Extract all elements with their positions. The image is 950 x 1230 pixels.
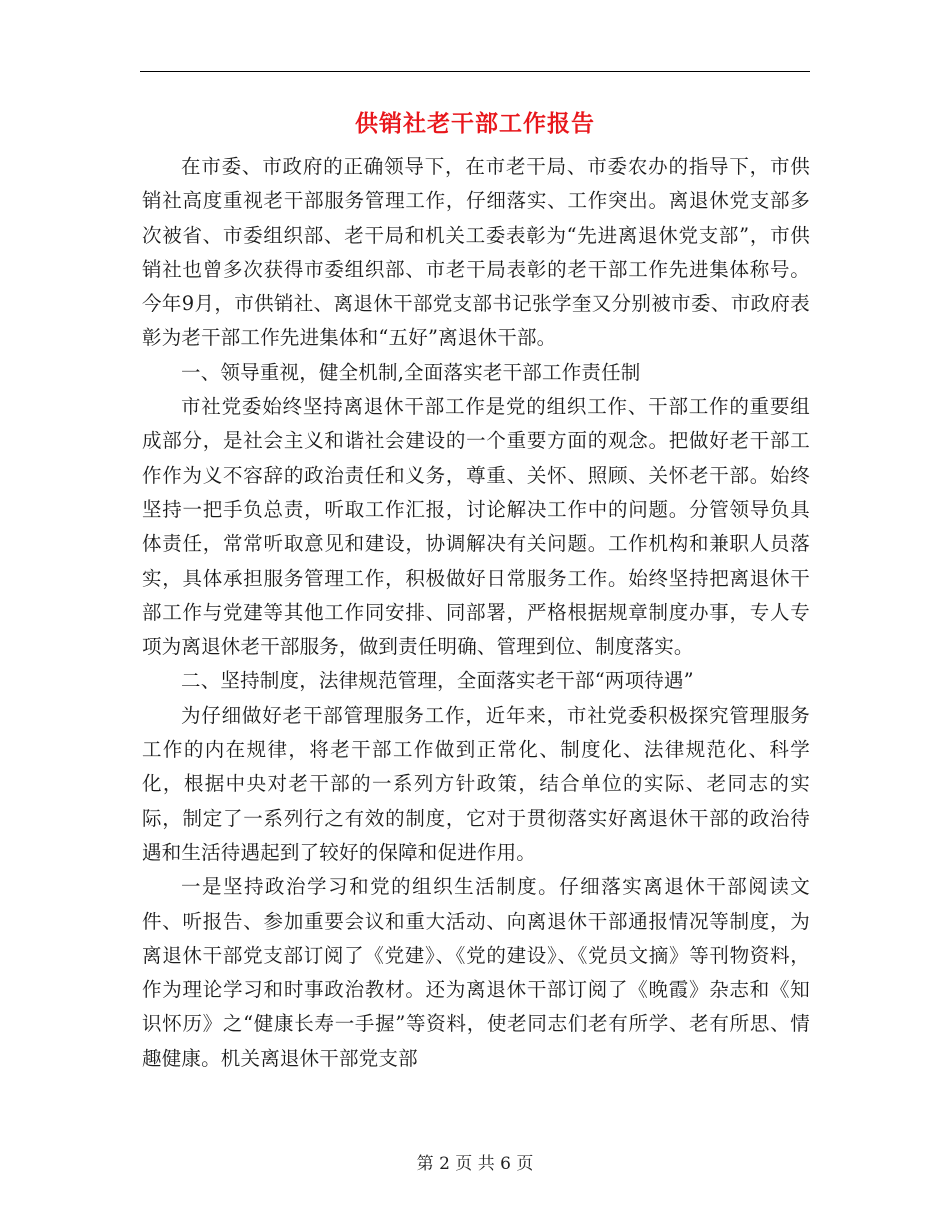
paragraph-section-2: 为仔细做好老干部管理服务工作，近年来，市社党委积极探究管理服务工作的内在规律，将老干部工作做到正常化、制度化、法律规范化、科学化，根据中央对老干部的一系列方针政策，结合单位的实际、老同志的实际，制定了一系列行之有效的制度，它对于贯彻落实好离退休干部的政治待遇和生活待遇起到了较好的保障和促进作用。 bbox=[142, 703, 810, 864]
document-title: 供销社老干部工作报告 bbox=[355, 110, 595, 137]
section-heading-2: 二、坚持制度，法律规范管理，全面落实老干部“两项待遇” bbox=[181, 669, 694, 693]
page-number-footer: 第 2 页 共 6 页 bbox=[416, 1154, 534, 1174]
paragraph-item-1: 一是坚持政治学习和党的组织生活制度。仔细落实离退休干部阅读文件、听报告、参加重要会议和重大活动、向离退休干部通报情况等制度，为离退休干部党支部订阅了《党建》、《党的建设》、《党员文摘》等刊物资料，作为理论学习和时事政治教材。还为离退休干部订阅了《晚霞》杂志和《知识怀历》之“健康长寿一手握”等资料，使老同志们老有所学、老有所思、情趣健康。机关离退休干部党支部 bbox=[142, 875, 810, 1070]
paragraph-section-1: 市社党委始终坚持离退休干部工作是党的组织工作、干部工作的重要组成部分，是社会主义和谐社会建设的一个重要方面的观念。把做好老干部工作作为义不容辞的政治责任和义务，尊重、关怀、照顾、关怀老干部。始终坚持一把手负总责，听取工作汇报，讨论解决工作中的问题。分管领导负具体责任，常常听取意见和建设，协调解决有关问题。工作机构和兼职人员落实，具体承担服务管理工作，积极做好日常服务工作。始终坚持把离退休干部工作与党建等其他工作同安排、同部署，严格根据规章制度办事，专人专项为离退休老干部服务，做到责任明确、管理到位、制度落实。 bbox=[142, 395, 810, 659]
document-body bbox=[142, 150, 810, 1076]
paragraph-intro: 在市委、市政府的正确领导下，在市老干局、市委农办的指导下，市供销社高度重视老干部服务管理工作，仔细落实、工作突出。离退休党支部多次被省、市委组织部、老干局和机关工委表彰为“先进离退休党支部”，市供销社也曾多次获得市委组织部、市老干局表彰的老干部工作先进集体称号。今年9月，市供销社、离退休干部党支部书记张学奎又分别被市委、市政府表彰为老干部工作先进集体和“五好”离退休干部。 bbox=[142, 155, 810, 350]
section-heading-1: 一、领导重视，健全机制,全面落实老干部工作责任制 bbox=[181, 360, 641, 384]
header-rule bbox=[140, 71, 810, 72]
